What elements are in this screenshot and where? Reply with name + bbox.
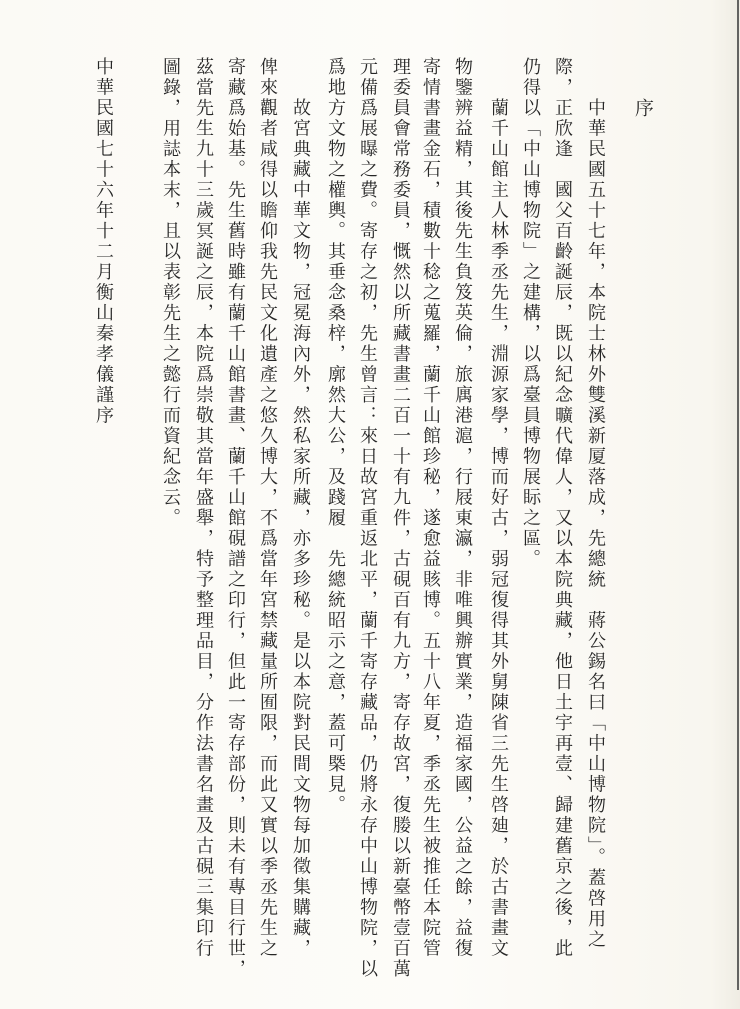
text-column-4: 蘭千山館主人林季丞先生，淵源家學，博而好古，弱冠復得其外舅陳省三先生啓廸，於古書畫文: [488, 98, 509, 959]
signature-line: 中華民國七十六年十二月衡山秦孝儀謹序: [93, 57, 114, 426]
text-column-5: 物鑒辨益精，其後先生負笈英倫，旅庽港滬，行屐東瀛，非唯興辦實業，造福家國，公益之餘，益復: [452, 57, 473, 959]
text-column-7: 理委員會常務委員，慨然以所藏書畫二百一十有九件，古硯百有九方，寄存故宮，復媵以新臺幣壹百萬: [390, 57, 411, 980]
text-column-3: 仍得以「中山博物院」之建構，以爲臺員博物展眎之區。: [520, 57, 541, 570]
text-column-12: 寄藏爲始基。先生舊時雖有蘭千山館書畫、蘭千山館硯譜之印行，但此一寄存部份，則未有專目行世，: [225, 57, 246, 980]
text-column-1: 中華民國五十七年，本院士林外雙溪新厦落成，先總統 蔣公錫名曰「中山博物院」。蓋啓用之: [585, 98, 606, 950]
text-column-2: 際，正欣逢 國父百齡誕辰，既以紀念曠代偉人，又以本院典藏，他日土宇再壹、歸建舊京之後，此: [552, 57, 573, 959]
text-column-13: 茲當先生九十三歲冥誕之辰，本院爲崇敬其當年盛舉，特予整理品目，分作法書名畫及古硯三集印行: [193, 57, 214, 959]
text-column-14: 圖錄，用誌本末，且以表彰先生之懿行而資紀念云。: [160, 57, 181, 529]
text-column-6: 寄情書畫金石，積數十稔之蒐羅，蘭千山館珍秘，遂愈益賅博。五十八年夏，季丞先生被推任本院管: [420, 57, 441, 959]
scan-edge-divider: [737, 0, 739, 990]
page-title: 序: [632, 98, 654, 120]
text-column-11: 俾來觀者咸得以瞻仰我先民文化遺產之悠久博大，不爲當年宮禁藏量所囿限，而此又實以季丞先生之: [257, 57, 278, 959]
text-column-10: 故宮典藏中華文物，冠冕海內外，然私家所藏，亦多珍秘。是以本院對民間文物每加徵集購藏，: [290, 98, 311, 959]
text-column-8: 元備爲展曝之費。寄存之初，先生曾言：來日故宮重返北平，蘭千寄存藏品，仍將永存中山博物院，以: [357, 57, 378, 980]
text-column-9: 爲地方文物之權輿。其垂念桑梓，廓然大公，及踐履 先總統昭示之意，蓋可槩見。: [325, 57, 346, 816]
